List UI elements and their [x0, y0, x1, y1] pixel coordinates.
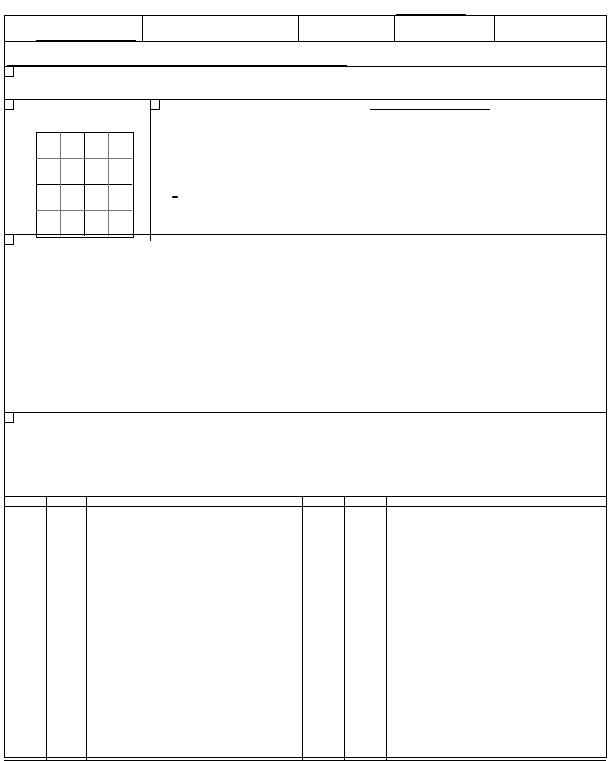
form-frame: [4, 15, 607, 758]
section-box[interactable]: [36, 132, 134, 238]
use-2-circled[interactable]: [172, 196, 178, 198]
